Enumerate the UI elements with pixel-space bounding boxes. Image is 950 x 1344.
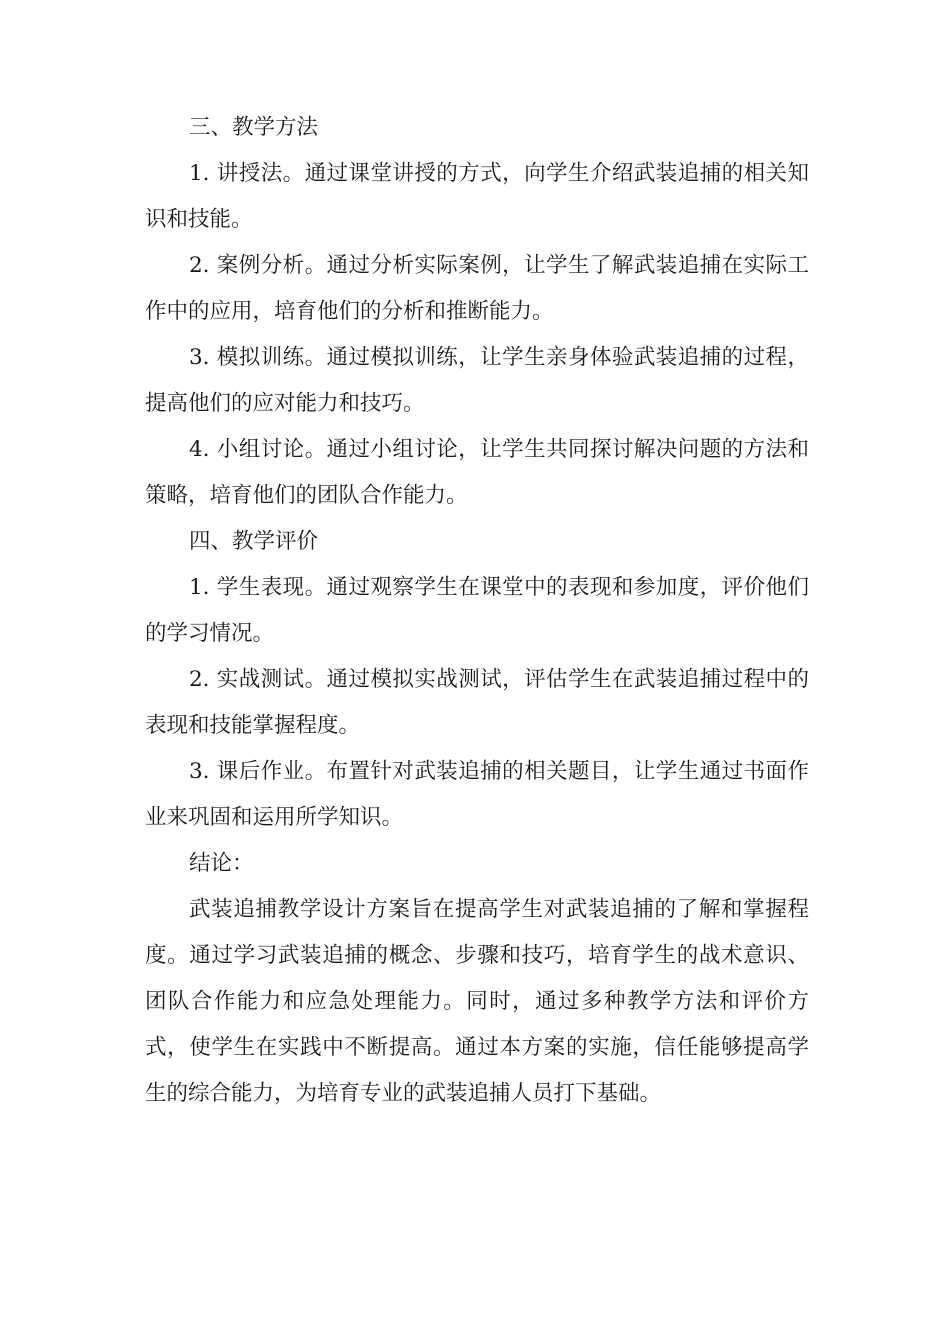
- list-item: 1. 讲授法。通过课堂讲授的方式，向学生介绍武装追捕的相关知识和技能。: [145, 161, 809, 232]
- section-heading-conclusion: 结论：: [189, 851, 254, 876]
- list-item: 1. 学生表现。通过观察学生在课堂中的表现和参加度，评价他们的学习情况。: [145, 575, 809, 646]
- section-heading-teaching-methods: 三、教学方法: [189, 115, 319, 140]
- list-item: 3. 课后作业。布置针对武装追捕的相关题目，让学生通过书面作业来巩固和运用所学知识。: [145, 759, 809, 830]
- list-item: 2. 案例分析。通过分析实际案例，让学生了解武装追捕在实际工作中的应用，培育他们的分析和推断能力。: [145, 253, 809, 324]
- document-body: [145, 105, 809, 1117]
- list-item: 2. 实战测试。通过模拟实战测试，评估学生在武装追捕过程中的表现和技能掌握程度。: [145, 667, 809, 738]
- section-heading-teaching-evaluation: 四、教学评价: [189, 529, 319, 554]
- conclusion-paragraph: 武装追捕教学设计方案旨在提高学生对武装追捕的了解和掌握程度。通过学习武装追捕的概念、步骤和技巧，培育学生的战术意识、团队合作能力和应急处理能力。同时，通过多种教学方法和评价方式，使学生在实践中不断提高。通过本方案的实施，信任能够提高学生的综合能力，为培育专业的武装追捕人员打下基础。: [145, 897, 809, 1106]
- list-item: 4. 小组讨论。通过小组讨论，让学生共同探讨解决问题的方法和策略，培育他们的团队合作能力。: [145, 437, 809, 508]
- list-item: 3. 模拟训练。通过模拟训练，让学生亲身体验武装追捕的过程，提高他们的应对能力和技巧。: [145, 345, 809, 416]
